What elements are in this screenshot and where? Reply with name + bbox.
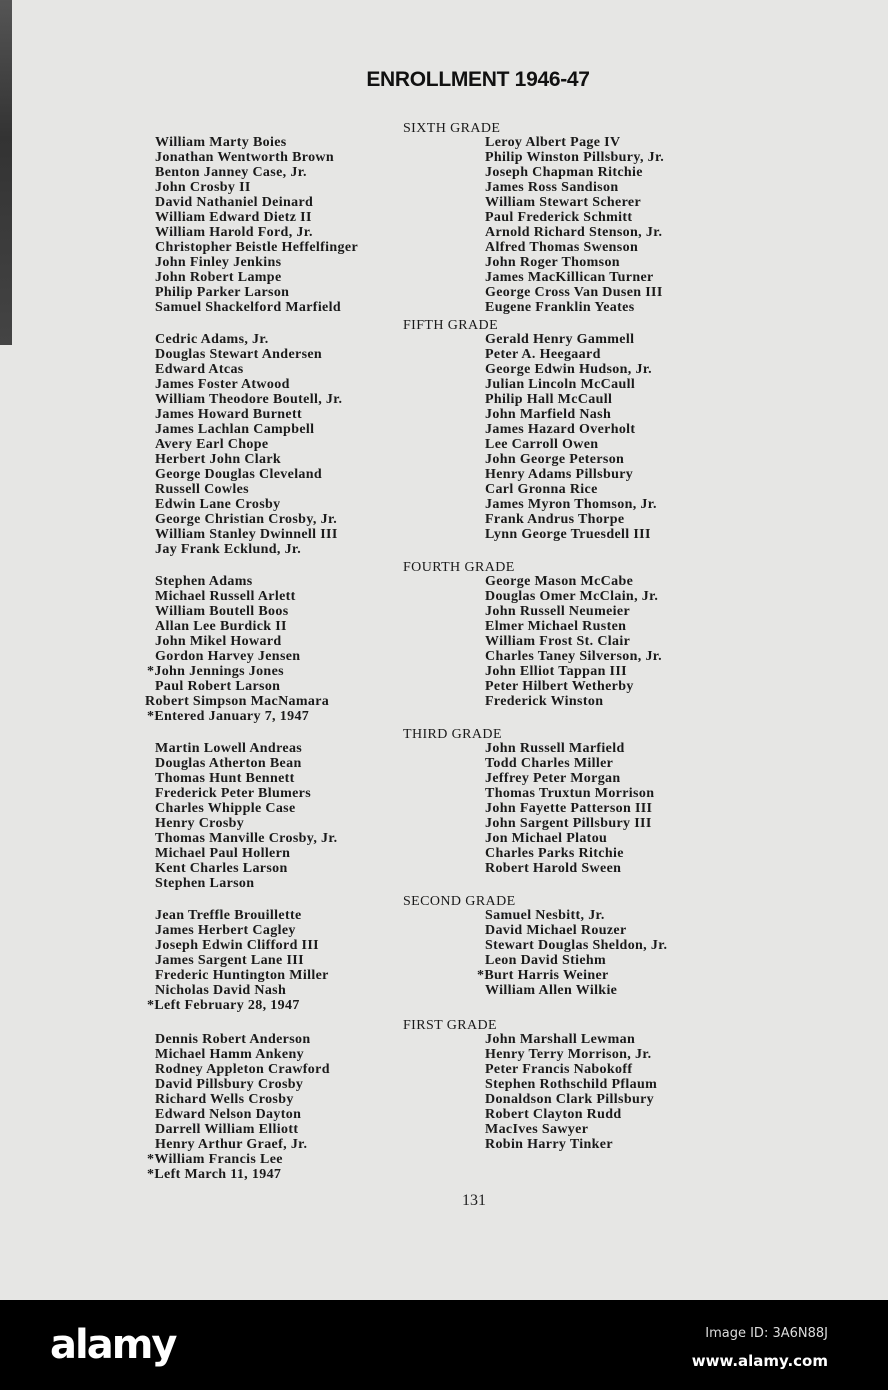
student-name: Dennis Robert Anderson: [155, 1032, 311, 1047]
student-name: David Michael Rouzer: [485, 923, 627, 938]
student-name: Philip Parker Larson: [155, 285, 290, 300]
student-name: Michael Paul Hollern: [155, 846, 291, 861]
grade-header: FIRST GRADE: [403, 1018, 497, 1033]
student-name: Alfred Thomas Swenson: [485, 240, 639, 255]
student-name: Nicholas David Nash: [155, 983, 287, 998]
student-name: Frank Andrus Thorpe: [485, 512, 625, 527]
student-name: James Myron Thomson, Jr.: [485, 497, 657, 512]
grade-header: FIFTH GRADE: [403, 318, 499, 333]
right-column: [485, 135, 664, 315]
student-name: John Crosby II: [155, 180, 251, 195]
student-name: Peter A. Heegaard: [485, 347, 601, 362]
student-name: Martin Lowell Andreas: [155, 741, 303, 756]
left-column: [155, 135, 358, 315]
student-name: John Marshall Lewman: [485, 1032, 636, 1047]
student-name: Edwin Lane Crosby: [155, 497, 281, 512]
student-name: John George Peterson: [485, 452, 625, 467]
student-name: Robin Harry Tinker: [485, 1137, 613, 1152]
student-name: John Russell Neumeier: [485, 604, 631, 619]
student-name: Douglas Stewart Andersen: [155, 347, 323, 362]
student-name: Douglas Omer McClain, Jr.: [485, 589, 659, 604]
student-name: John Russell Marfield: [485, 741, 625, 756]
student-name: William Stanley Dwinnell III: [155, 527, 338, 542]
student-name: Douglas Atherton Bean: [155, 756, 302, 771]
student-name: John Finley Jenkins: [155, 255, 282, 270]
right-column: [485, 332, 657, 542]
footnote: *Left February 28, 1947: [147, 998, 300, 1013]
student-name: Paul Robert Larson: [155, 679, 281, 694]
grade-header: SECOND GRADE: [403, 894, 516, 909]
student-name: Peter Hilbert Wetherby: [485, 679, 634, 694]
student-name: Philip Hall McCaull: [485, 392, 613, 407]
student-name: Jonathan Wentworth Brown: [155, 150, 335, 165]
student-name: Christopher Beistle Heffelfinger: [155, 240, 359, 255]
student-name: Jeffrey Peter Morgan: [485, 771, 621, 786]
student-name: Jon Michael Platou: [485, 831, 608, 846]
student-name: Michael Hamm Ankeny: [155, 1047, 304, 1062]
student-name: John Marfield Nash: [485, 407, 612, 422]
student-name: William Allen Wilkie: [485, 983, 618, 998]
footnote: *Entered January 7, 1947: [147, 709, 310, 724]
left-column: [147, 908, 329, 1013]
student-name: David Pillsbury Crosby: [155, 1077, 304, 1092]
alamy-logo: alamy: [50, 1322, 176, 1368]
student-name: Peter Francis Nabokoff: [485, 1062, 633, 1077]
student-name: John Fayette Patterson III: [485, 801, 653, 816]
student-name: Henry Crosby: [155, 816, 245, 831]
student-name: Stephen Adams: [155, 574, 253, 589]
student-name: Paul Frederick Schmitt: [485, 210, 633, 225]
student-name: Herbert John Clark: [155, 452, 282, 467]
student-name: Richard Wells Crosby: [155, 1092, 294, 1107]
student-name: Lee Carroll Owen: [485, 437, 599, 452]
student-name: Frederic Huntington Miller: [155, 968, 329, 983]
student-name: Henry Arthur Graef, Jr.: [155, 1137, 308, 1152]
student-name: *Burt Harris Weiner: [477, 968, 609, 983]
student-name: Philip Winston Pillsbury, Jr.: [485, 150, 665, 165]
student-name: Edward Nelson Dayton: [155, 1107, 302, 1122]
student-name: James Lachlan Campbell: [155, 422, 315, 437]
student-name: Henry Adams Pillsbury: [485, 467, 634, 482]
grade-header: THIRD GRADE: [403, 727, 502, 742]
student-name: Rodney Appleton Crawford: [155, 1062, 330, 1077]
left-column: [155, 332, 342, 557]
student-name: Benton Janney Case, Jr.: [155, 165, 307, 180]
student-name: James Sargent Lane III: [155, 953, 304, 968]
student-name: William Stewart Scherer: [485, 195, 642, 210]
student-name: Samuel Nesbitt, Jr.: [485, 908, 605, 923]
student-name: William Edward Dietz II: [155, 210, 312, 225]
student-name: Jay Frank Ecklund, Jr.: [155, 542, 302, 557]
student-name: George Edwin Hudson, Jr.: [485, 362, 652, 377]
student-name: Thomas Manville Crosby, Jr.: [155, 831, 338, 846]
image-id: Image ID: 3A6N88J: [705, 1326, 828, 1341]
student-name: John Elliot Tappan III: [485, 664, 627, 679]
right-column: [485, 741, 654, 876]
grade-header: SIXTH GRADE: [403, 121, 501, 136]
student-name: Gordon Harvey Jensen: [155, 649, 301, 664]
student-name: Joseph Edwin Clifford III: [155, 938, 319, 953]
student-name: *John Jennings Jones: [147, 664, 284, 679]
left-column: [147, 1032, 330, 1182]
student-name: William Boutell Boos: [155, 604, 289, 619]
student-name: Jean Treffle Brouillette: [155, 908, 302, 923]
student-name: John Mikel Howard: [155, 634, 282, 649]
right-column: [477, 908, 668, 998]
student-name: George Christian Crosby, Jr.: [155, 512, 338, 527]
student-name: William Frost St. Clair: [485, 634, 631, 649]
student-name: Stephen Rothschild Pflaum: [485, 1077, 658, 1092]
student-name: Lynn George Truesdell III: [485, 527, 651, 542]
student-name: Thomas Truxtun Morrison: [485, 786, 655, 801]
student-name: Russell Cowles: [155, 482, 249, 497]
student-name: James Foster Atwood: [155, 377, 290, 392]
site-url[interactable]: www.alamy.com: [691, 1352, 828, 1370]
student-name: Stephen Larson: [155, 876, 255, 891]
footnote: *Left March 11, 1947: [147, 1167, 282, 1182]
student-name: Arnold Richard Stenson, Jr.: [485, 225, 663, 240]
student-name: James MacKillican Turner: [485, 270, 654, 285]
page-number: 131: [462, 1192, 486, 1209]
student-name: Samuel Shackelford Marfield: [155, 300, 341, 315]
student-name: MacIves Sawyer: [485, 1122, 589, 1137]
student-name: James Howard Burnett: [155, 407, 302, 422]
student-name: Frederick Winston: [485, 694, 604, 709]
student-name: Gerald Henry Gammell: [485, 332, 635, 347]
student-name: Michael Russell Arlett: [155, 589, 296, 604]
student-name: David Nathaniel Deinard: [155, 195, 314, 210]
student-name: Todd Charles Miller: [485, 756, 614, 771]
watermark-footer: [0, 1300, 888, 1390]
student-name: William Marty Boies: [155, 135, 287, 150]
student-name: George Mason McCabe: [485, 574, 634, 589]
page-title: ENROLLMENT 1946-47: [366, 68, 590, 91]
student-name: Leroy Albert Page IV: [485, 135, 621, 150]
student-name: Carl Gronna Rice: [485, 482, 598, 497]
student-name: James Ross Sandison: [485, 180, 619, 195]
right-column: [485, 1032, 657, 1152]
student-name: William Harold Ford, Jr.: [155, 225, 313, 240]
student-name: Avery Earl Chope: [155, 437, 269, 452]
student-name: Stewart Douglas Sheldon, Jr.: [485, 938, 668, 953]
student-name: Allan Lee Burdick II: [155, 619, 287, 634]
student-name: George Cross Van Dusen III: [485, 285, 663, 300]
student-name: Charles Taney Silverson, Jr.: [485, 649, 662, 664]
student-name: James Hazard Overholt: [485, 422, 636, 437]
student-name: Kent Charles Larson: [155, 861, 288, 876]
student-name: Darrell William Elliott: [155, 1122, 299, 1137]
student-name: Robert Simpson MacNamara: [145, 694, 330, 709]
student-name: Thomas Hunt Bennett: [155, 771, 295, 786]
student-name: Elmer Michael Rusten: [485, 619, 627, 634]
student-name: Julian Lincoln McCaull: [485, 377, 636, 392]
student-name: Frederick Peter Blumers: [155, 786, 312, 801]
student-name: Robert Clayton Rudd: [485, 1107, 622, 1122]
student-name: George Douglas Cleveland: [155, 467, 323, 482]
student-name: Henry Terry Morrison, Jr.: [485, 1047, 652, 1062]
student-name: Joseph Chapman Ritchie: [485, 165, 643, 180]
student-name: Leon David Stiehm: [485, 953, 607, 968]
student-name: Charles Whipple Case: [155, 801, 296, 816]
student-name: John Sargent Pillsbury III: [485, 816, 652, 831]
student-name: John Roger Thomson: [485, 255, 620, 270]
student-name: *William Francis Lee: [147, 1152, 283, 1167]
student-name: John Robert Lampe: [155, 270, 282, 285]
left-column: [145, 574, 330, 724]
grade-header: FOURTH GRADE: [403, 560, 515, 575]
binding-edge: [0, 0, 12, 345]
student-name: William Theodore Boutell, Jr.: [155, 392, 343, 407]
student-name: Eugene Franklin Yeates: [485, 300, 635, 315]
right-column: [485, 574, 662, 709]
student-name: Robert Harold Sween: [485, 861, 622, 876]
student-name: Cedric Adams, Jr.: [155, 332, 269, 347]
student-name: Donaldson Clark Pillsbury: [485, 1092, 655, 1107]
student-name: Charles Parks Ritchie: [485, 846, 624, 861]
student-name: James Herbert Cagley: [155, 923, 296, 938]
student-name: Edward Atcas: [155, 362, 244, 377]
left-column: [155, 741, 338, 891]
